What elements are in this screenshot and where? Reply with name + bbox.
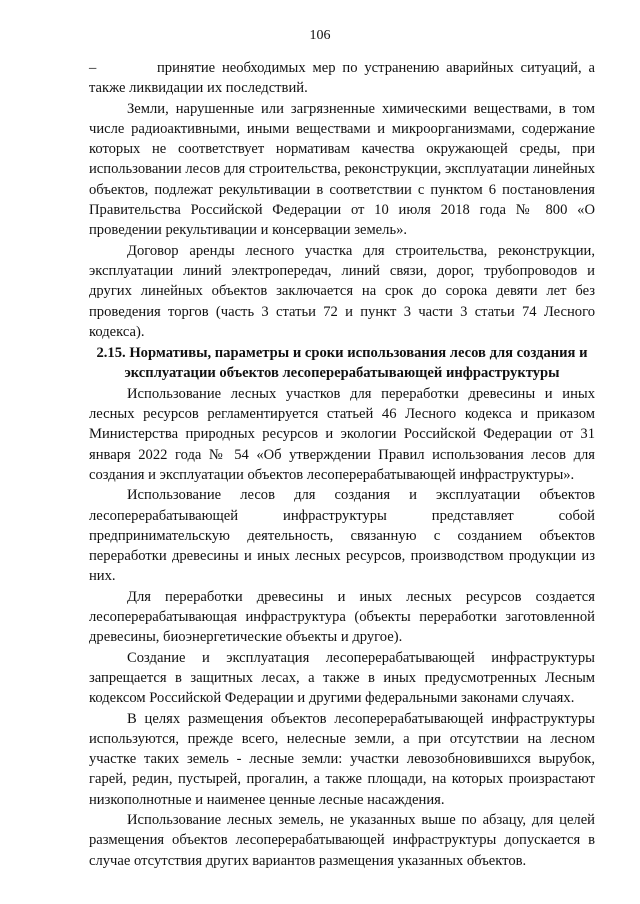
document-body xyxy=(89,58,595,871)
section-paragraph: Создание и эксплуатация лесоперерабатывающей инфраструктуры запрещается в защитных лесах, а также в иных предусмотренных Лесным кодексом Российской Федерации и другими федеральными законами случаях. xyxy=(89,649,595,707)
section-paragraph: Использование лесов для создания и эксплуатации объектов лесоперерабатывающей инфраструктуры представляет собой предпринимательскую деятельность, связанную с созданием объектов переработки древесины и иных лесных ресурсов, производством продукции из них. xyxy=(89,487,595,585)
section-paragraph: Для переработки древесины и иных лесных ресурсов создается лесоперерабатывающая инфраструктура (объекты переработки заготовленной древесины, биоэнергетические объекты и другое). xyxy=(89,588,595,646)
section-paragraph: В целях размещения объектов лесоперерабатывающей инфраструктуры используются, прежде всего, нелесные земли, а при отсутствии на лесном участке таких земель - лесные земли: участки левозобновившихся вырубок, гарей, редин, пустырей, прогалин, а также площади, на которых произрастают низкополнотные и наименее ценные лесные насаждения. xyxy=(89,710,595,808)
intro-paragraph: Земли, нарушенные или загрязненные химическими веществами, в том числе радиоактивными, иными веществами и микроорганизмами, содержание которых не соответствует нормативам качества окружающей среды, при использовании лесов для строительства, реконструкции, эксплуатации линейных объектов, подлежат рекультивации в соответствии с пунктом 6 постановления Правительства Российской Федерации от 10 июля 2018 года № 800 «О проведении рекультивации и консервации земель». xyxy=(89,100,595,239)
section-paragraph: Использование лесных участков для переработки древесины и иных лесных ресурсов регламентируется статьей 46 Лесного кодекса и приказом Министерства природных ресурсов и экологии Российской Федерации от 31 января 2022 года № 54 «Об утверждении Правил использования лесов для создания и эксплуатации объектов лесоперерабатывающей инфраструктуры». xyxy=(89,385,595,483)
section-heading: 2.15. Нормативы, параметры и сроки использования лесов для создания и эксплуатации объектов лесоперерабатывающей инфраструктуры xyxy=(96,345,588,382)
section-paragraph: Использование лесных земель, не указанных выше по абзацу, для целей размещения объектов лесоперерабатывающей инфраструктуры допускается в случае отсутствия других вариантов размещения указанных объектов. xyxy=(89,811,595,869)
page-number: 106 xyxy=(309,28,331,43)
dash-marker: – xyxy=(89,60,97,76)
intro-paragraph-dash-item xyxy=(89,58,595,99)
dash-item-text: принятие необходимых мер по устранению аварийных ситуаций, а также ликвидации их последствий. xyxy=(89,60,595,97)
intro-paragraph: Договор аренды лесного участка для строительства, реконструкции, эксплуатации линий электропередач, линий связи, дорог, трубопроводов и других линейных объектов заключается на срок до сорока девяти лет без проведения торгов (часть 3 статьи 72 и пункт 3 части 3 статьи 74 Лесного кодекса). xyxy=(89,242,595,340)
